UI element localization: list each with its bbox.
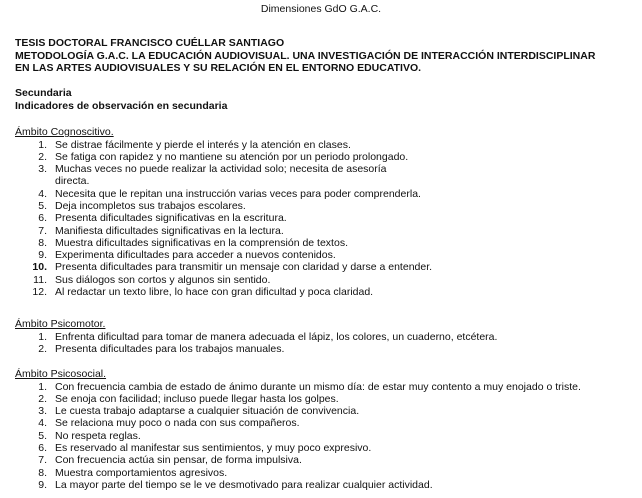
section-cognoscitivo [15, 126, 635, 298]
thesis-title-line-2: EN LAS ARTES AUDIOVISUALES Y SU RELACIÓN EN EL ENTORNO EDUCATIVO. [15, 62, 422, 74]
list-item [15, 393, 635, 405]
item-number: 7. [38, 454, 47, 467]
thesis-author-line: TESIS DOCTORAL FRANCISCO CUÉLLAR SANTIAGO [15, 37, 285, 49]
item-number: 1. [38, 330, 47, 343]
thesis-title-line-1: METODOLOGÍA G.A.C. LA EDUCACIÓN AUDIOVISUAL. UNA INVESTIGACIÓN DE INTERACCIÓN INTERDISCIPLINAR [15, 49, 596, 62]
item-text: Manifiesta dificultades significativas en la lectura. [55, 224, 284, 237]
item-number: 4. [38, 187, 47, 200]
item-number: 9. [38, 249, 47, 262]
list-item [15, 212, 635, 224]
item-number: 8. [38, 466, 47, 479]
item-number: 2. [38, 342, 47, 355]
item-text: Con frecuencia cambia de estado de ánimo durante un mismo día: de estar muy contento a muy enojado o triste. [55, 380, 581, 393]
level-name: Secundaria [15, 87, 72, 99]
item-number: 7. [38, 224, 47, 237]
item-number: 12. [32, 286, 47, 299]
list-item [15, 237, 635, 249]
item-number: 4. [38, 417, 47, 430]
item-number: 1. [38, 138, 47, 151]
thesis-heading [15, 37, 635, 75]
list-item [15, 442, 635, 454]
list-item [15, 381, 635, 393]
item-number: 5. [38, 429, 47, 442]
level-subtitle: Indicadores de observación en secundaria [15, 99, 228, 112]
item-number: 3. [38, 163, 47, 176]
list-item [15, 331, 635, 343]
item-number: 2. [38, 150, 47, 163]
list-item [15, 200, 635, 212]
item-number: 8. [38, 236, 47, 249]
item-text: Es reservado al manifestar sus sentimientos, y muy poco expresivo. [55, 441, 372, 454]
item-text: Con frecuencia actúa sin pensar, de forma impulsiva. [55, 454, 302, 467]
item-text: Deja incompletos sus trabajos escolares. [55, 199, 246, 212]
item-text: Se enoja con facilidad; incluso puede llegar hasta los golpes. [55, 392, 339, 405]
list-item [15, 467, 635, 479]
list-item [15, 163, 635, 188]
list-item [15, 454, 635, 466]
item-text: Enfrenta dificultad para tomar de manera adecuada el lápiz, los colores, un cuaderno, etcétera. [55, 330, 498, 343]
list-item [15, 405, 635, 417]
list-item [15, 225, 635, 237]
section-psicomotor [15, 318, 635, 355]
item-text: Muestra dificultades significativas en la comprensión de textos. [55, 236, 348, 249]
indicator-list [15, 381, 635, 492]
item-text: Necesita que le repitan una instrucción varias veces para poder comprenderla. [55, 187, 421, 200]
section-psicosocial [15, 368, 635, 491]
item-text: No respeta reglas. [55, 429, 141, 442]
list-item [15, 479, 635, 491]
item-text: Presenta dificultades significativas en la escritura. [55, 212, 287, 225]
item-number: 3. [38, 405, 47, 418]
list-item [15, 139, 635, 151]
item-number: 1. [38, 380, 47, 393]
item-text: Se distrae fácilmente y pierde el interés y la atención en clases. [55, 138, 351, 151]
item-number: 6. [38, 212, 47, 225]
item-text: Muchas veces no puede realizar la actividad solo; necesita de asesoría [55, 163, 387, 176]
item-text: Se fatiga con rapidez y no mantiene su atención por un periodo prolongado. [55, 150, 409, 163]
list-item [15, 417, 635, 429]
item-text: Al redactar un texto libre, lo hace con gran dificultad y poca claridad. [55, 286, 374, 299]
item-text: Experimenta dificultades para acceder a nuevos contenidos. [55, 249, 336, 262]
list-item [15, 274, 635, 286]
item-number: 11. [33, 273, 47, 286]
item-text: Se relaciona muy poco o nada con sus compañeros. [55, 417, 300, 430]
level-heading [15, 87, 635, 112]
document-header-title: Dimensiones GdO G.A.C. [260, 3, 382, 15]
indicator-list [15, 139, 635, 299]
list-item [15, 188, 635, 200]
list-item [15, 261, 635, 273]
list-item [15, 430, 635, 442]
item-text-continuation: directa. [55, 175, 90, 188]
item-number: 10. [32, 261, 47, 274]
item-text: La mayor parte del tiempo se le ve desmotivado para realizar cualquier actividad. [55, 478, 433, 491]
item-text: Muestra comportamientos agresivos. [55, 466, 228, 479]
item-text: Presenta dificultades para los trabajos manuales. [55, 342, 285, 355]
item-text: Presenta dificultades para transmitir un mensaje con claridad y darse a entender. [55, 261, 433, 274]
item-number: 6. [38, 441, 47, 454]
item-number: 2. [38, 392, 47, 405]
item-text: Le cuesta trabajo adaptarse a cualquier situación de convivencia. [55, 405, 360, 418]
list-item [15, 343, 635, 355]
section-title: Ámbito Cognoscitivo. [15, 126, 114, 138]
section-title: Ámbito Psicomotor. [15, 318, 106, 330]
section-title: Ámbito Psicosocial. [15, 368, 107, 380]
indicator-list [15, 331, 635, 356]
list-item [15, 286, 635, 298]
item-number: 5. [38, 199, 47, 212]
item-number: 9. [38, 478, 47, 491]
list-item [15, 151, 635, 163]
list-item [15, 249, 635, 261]
item-text: Sus diálogos son cortos y algunos sin sentido. [55, 273, 271, 286]
